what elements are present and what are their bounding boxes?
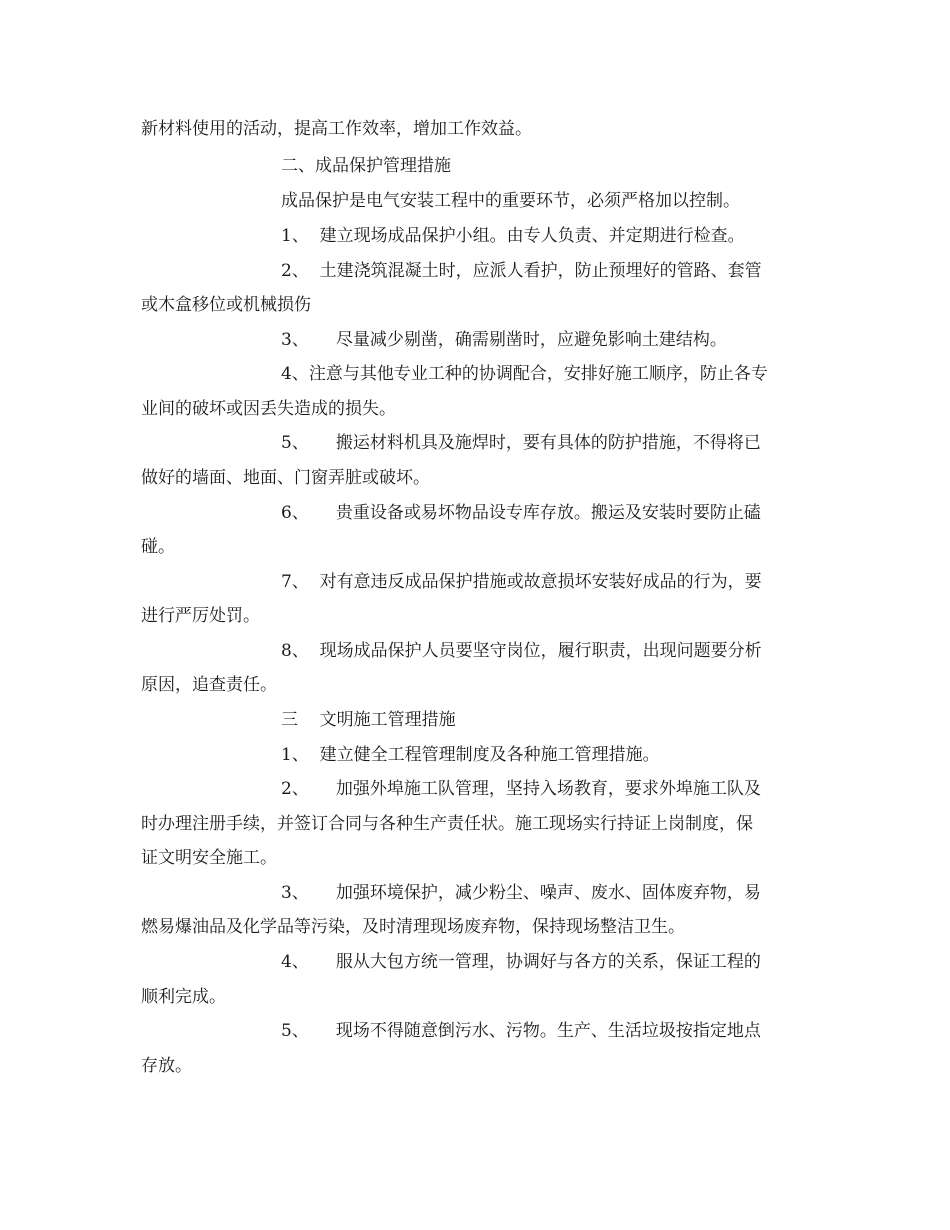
list-item: 2、 土建浇筑混凝土时，应派人看护，防止预埋好的管路、套管 (281, 261, 762, 281)
text-line: 新材料使用的活动，提高工作效率，增加工作效益。 (141, 119, 532, 139)
list-item: 8、 现场成品保护人员要坚守岗位，履行职责，出现问题要分析 (281, 641, 762, 661)
list-item: 3、 尽量减少剔凿，确需剔凿时，应避免影响土建结构。 (281, 330, 727, 350)
text-line: 业间的破坏或因丢失造成的损失。 (141, 399, 396, 419)
text-line: 碰。 (141, 537, 175, 557)
text-line: 存放。 (141, 1056, 192, 1076)
text-line: 原因，追查责任。 (141, 675, 277, 695)
list-item: 4、 服从大包方统一管理，协调好与各方的关系，保证工程的 (281, 952, 761, 972)
list-item: 1、 建立现场成品保护小组。由专人负责、并定期进行检查。 (281, 226, 745, 246)
text-line: 做好的墙面、地面、门窗弄脏或破坏。 (141, 468, 430, 488)
list-item: 5、 搬运材料机具及施焊时，要有具体的防护措施，不得将已 (281, 433, 761, 453)
text-line: 时办理注册手续，并签订合同与各种生产责任状。施工现场实行持证上岗制度，保 (141, 814, 753, 834)
list-item: 3、 加强环境保护，减少粉尘、噪声、废水、固体废弃物，易 (281, 883, 761, 903)
list-item: 7、 对有意违反成品保护措施或故意损坏安装好成品的行为，要 (281, 572, 762, 592)
text-line: 燃易爆油品及化学品等污染，及时清理现场废弃物，保持现场整洁卫生。 (141, 917, 685, 937)
text-line: 进行严厉处罚。 (141, 606, 260, 626)
text-line: 证文明安全施工。 (141, 848, 277, 868)
list-item: 6、 贵重设备或易坏物品设专库存放。搬运及安装时要防止磕 (281, 503, 761, 523)
list-item: 4、注意与其他专业工种的协调配合，安排好施工顺序，防止各专 (281, 364, 768, 384)
text-line: 成品保护是电气安装工程中的重要环节，必须严格加以控制。 (281, 191, 740, 211)
list-item: 2、 加强外埠施工队管理，坚持入场教育，要求外埠施工队及 (281, 779, 761, 799)
section-heading: 三 文明施工管理措施 (281, 710, 456, 730)
text-line: 或木盒移位或机械损伤 (141, 295, 311, 315)
list-item: 5、 现场不得随意倒污水、污物。生产、生活垃圾按指定地点 (281, 1021, 761, 1041)
text-line: 顺利完成。 (141, 987, 226, 1007)
section-heading: 二、成品保护管理措施 (281, 156, 451, 176)
list-item: 1、 建立健全工程管理制度及各种施工管理措施。 (281, 745, 660, 765)
